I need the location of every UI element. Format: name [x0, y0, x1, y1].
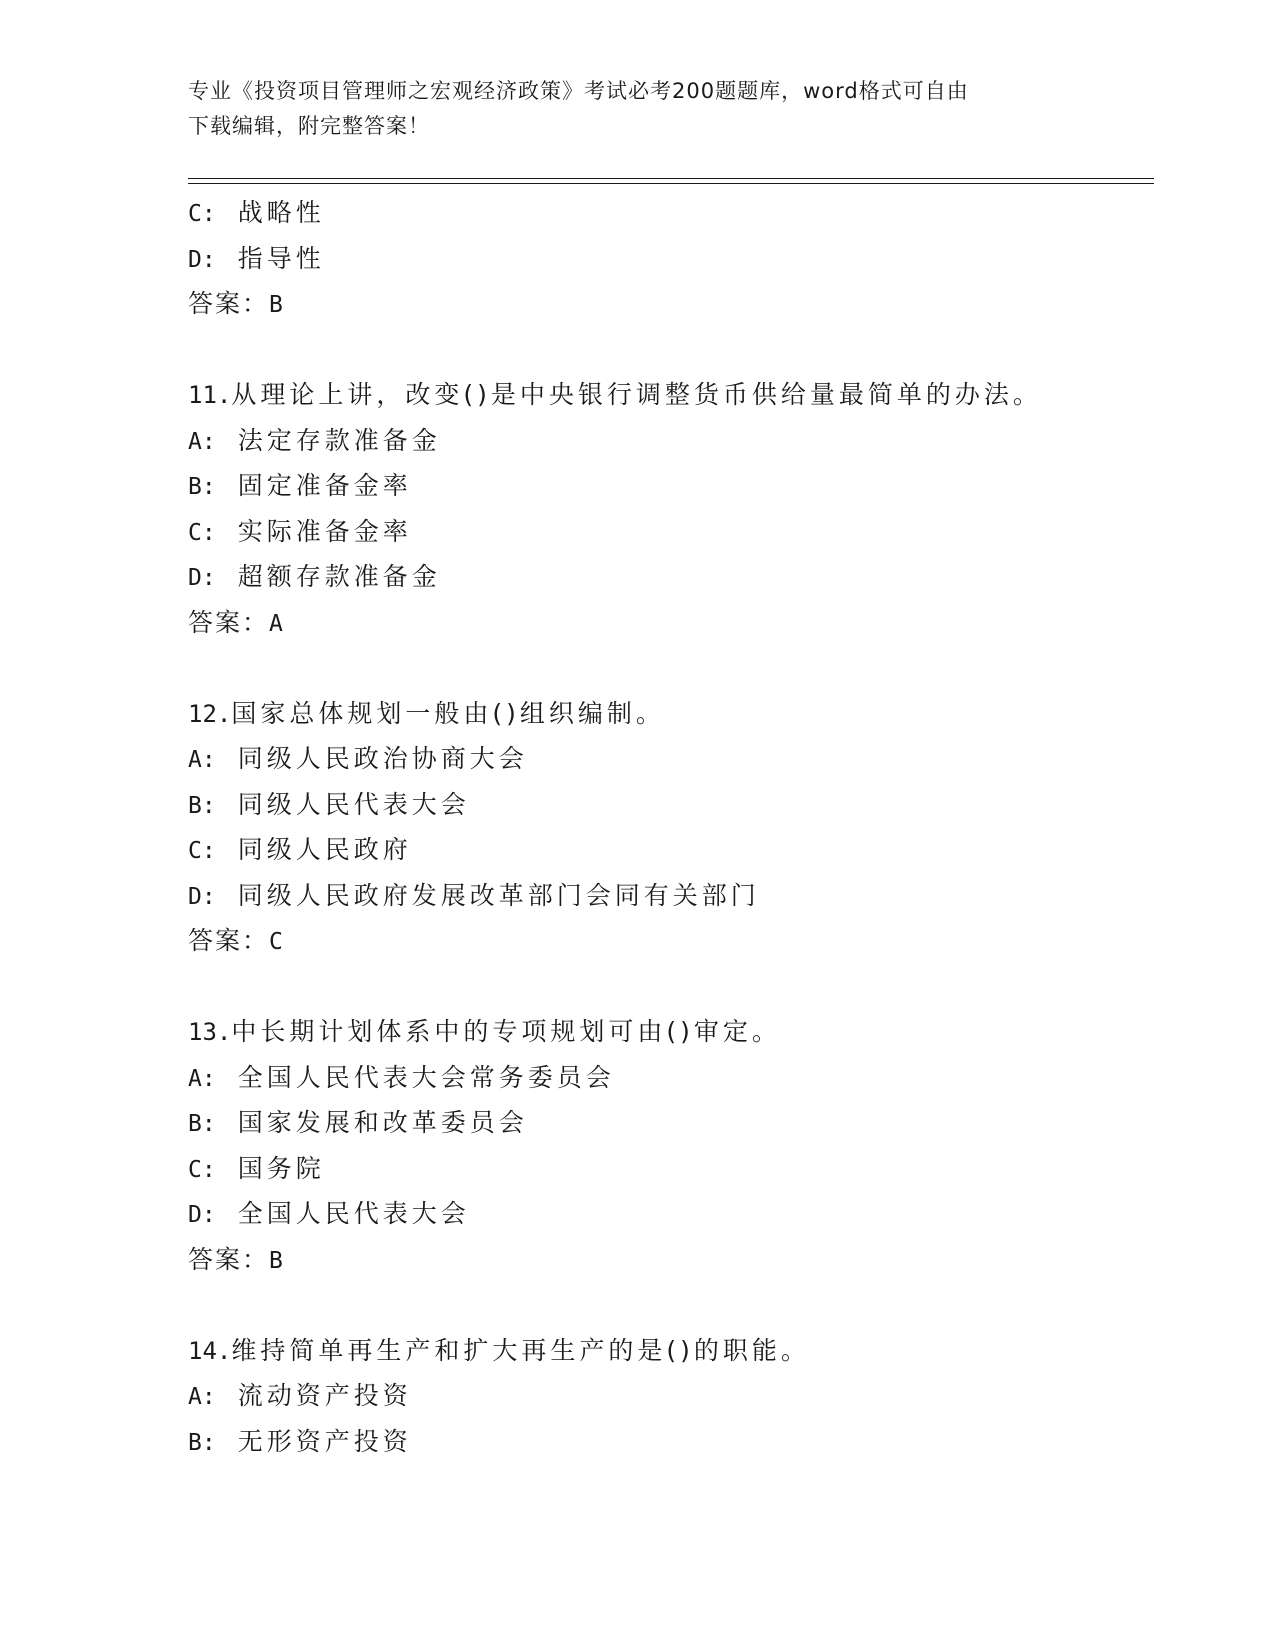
option-text: 战略性	[237, 198, 325, 227]
question-number: 14.	[188, 1336, 232, 1365]
option-separator: :	[201, 747, 216, 773]
question-13	[188, 1009, 1148, 1282]
option-letter: D	[188, 1202, 202, 1228]
option-text: 同级人民政治协商大会	[237, 744, 528, 773]
answer-value: B	[269, 1247, 285, 1274]
question-12	[188, 691, 1148, 964]
question-stem	[188, 372, 1148, 418]
option-separator: :	[201, 883, 216, 910]
option-separator: :	[201, 1429, 216, 1456]
answer-value: C	[269, 929, 285, 955]
option-a	[188, 736, 1148, 782]
option-d	[188, 236, 1148, 282]
option-text: 全国人民代表大会	[237, 1199, 470, 1228]
option-a	[188, 1055, 1148, 1101]
question-stem	[188, 1009, 1148, 1055]
question-text: 从理论上讲，改变()是中央银行调整货币供给量最简单的办法。	[231, 380, 1042, 409]
question-list	[188, 190, 1148, 1464]
option-letter: A	[188, 428, 202, 455]
option-letter: D	[188, 565, 202, 591]
answer-label: 答案：	[188, 289, 270, 318]
question-stem	[188, 1328, 1148, 1374]
option-b	[188, 463, 1148, 509]
answer-label: 答案：	[188, 1244, 270, 1274]
option-text: 实际准备金率	[237, 516, 412, 546]
header-divider	[188, 178, 1154, 184]
option-text: 国务院	[237, 1153, 325, 1183]
option-separator: :	[201, 474, 216, 500]
answer-label: 答案：	[188, 607, 270, 637]
option-separator: :	[201, 565, 216, 591]
question-11	[188, 372, 1148, 645]
option-a	[188, 418, 1148, 464]
option-letter: C	[188, 1156, 202, 1183]
option-text: 指导性	[237, 243, 325, 273]
option-text: 流动资产投资	[237, 1381, 412, 1410]
option-letter: B	[188, 474, 202, 500]
answer-line	[188, 1237, 1148, 1283]
option-c	[188, 509, 1148, 555]
option-text: 超额存款准备金	[237, 562, 441, 591]
option-letter: B	[188, 792, 202, 819]
answer-line	[188, 918, 1148, 964]
option-separator: :	[201, 201, 216, 227]
answer-line	[188, 600, 1148, 646]
option-separator: :	[201, 1111, 216, 1137]
option-b	[188, 1419, 1148, 1465]
option-letter: D	[188, 883, 202, 910]
option-separator: :	[201, 246, 216, 273]
answer-value: B	[269, 292, 285, 318]
option-letter: C	[188, 201, 202, 227]
option-c	[188, 827, 1148, 873]
answer-line	[188, 281, 1148, 327]
question-number: 11.	[188, 381, 232, 409]
option-letter: A	[188, 1065, 202, 1092]
option-text: 固定准备金率	[237, 471, 412, 500]
option-separator: :	[201, 1065, 216, 1092]
question-number: 13.	[188, 1018, 232, 1046]
option-separator: :	[201, 1156, 216, 1183]
option-text: 同级人民代表大会	[237, 789, 470, 819]
option-d	[188, 1191, 1148, 1237]
option-letter: B	[188, 1429, 202, 1456]
option-c	[188, 1146, 1148, 1192]
option-c	[188, 190, 1148, 236]
question-stem	[188, 691, 1148, 737]
option-text: 法定存款准备金	[237, 425, 441, 455]
option-text: 国家发展和改革委员会	[237, 1108, 528, 1137]
option-separator: :	[201, 428, 216, 455]
option-letter: A	[188, 1384, 202, 1410]
option-separator: :	[201, 1384, 216, 1410]
option-separator: :	[201, 792, 216, 819]
option-letter: A	[188, 747, 202, 773]
option-separator: :	[201, 838, 216, 864]
question-10-tail	[188, 190, 1148, 327]
question-text: 维持简单再生产和扩大再生产的是()的职能。	[231, 1335, 810, 1365]
option-letter: B	[188, 1111, 202, 1137]
option-text: 同级人民政府发展改革部门会同有关部门	[237, 880, 760, 910]
option-b	[188, 1100, 1148, 1146]
option-text: 无形资产投资	[237, 1426, 412, 1456]
question-text: 中长期计划体系中的专项规划可由()审定。	[231, 1017, 781, 1046]
option-letter: D	[188, 246, 202, 273]
option-d	[188, 554, 1148, 600]
question-text: 国家总体规划一般由()组织编制。	[231, 698, 665, 728]
header-line-2: 下载编辑，附完整答案！	[188, 114, 430, 138]
question-14	[188, 1328, 1148, 1465]
option-d	[188, 873, 1148, 919]
answer-value: A	[269, 610, 285, 637]
document-header	[188, 74, 1088, 144]
option-b	[188, 782, 1148, 828]
option-text: 同级人民政府	[237, 835, 412, 864]
header-line-1: 专业《投资项目管理师之宏观经济政策》考试必考200题题库，word格式可自由	[188, 79, 969, 103]
option-letter: C	[188, 838, 202, 864]
answer-label: 答案：	[188, 926, 270, 955]
option-letter: C	[188, 519, 202, 546]
option-separator: :	[201, 1202, 216, 1228]
option-a	[188, 1373, 1148, 1419]
option-text: 全国人民代表大会常务委员会	[237, 1062, 615, 1092]
question-number: 12.	[188, 699, 232, 728]
option-separator: :	[201, 519, 216, 546]
